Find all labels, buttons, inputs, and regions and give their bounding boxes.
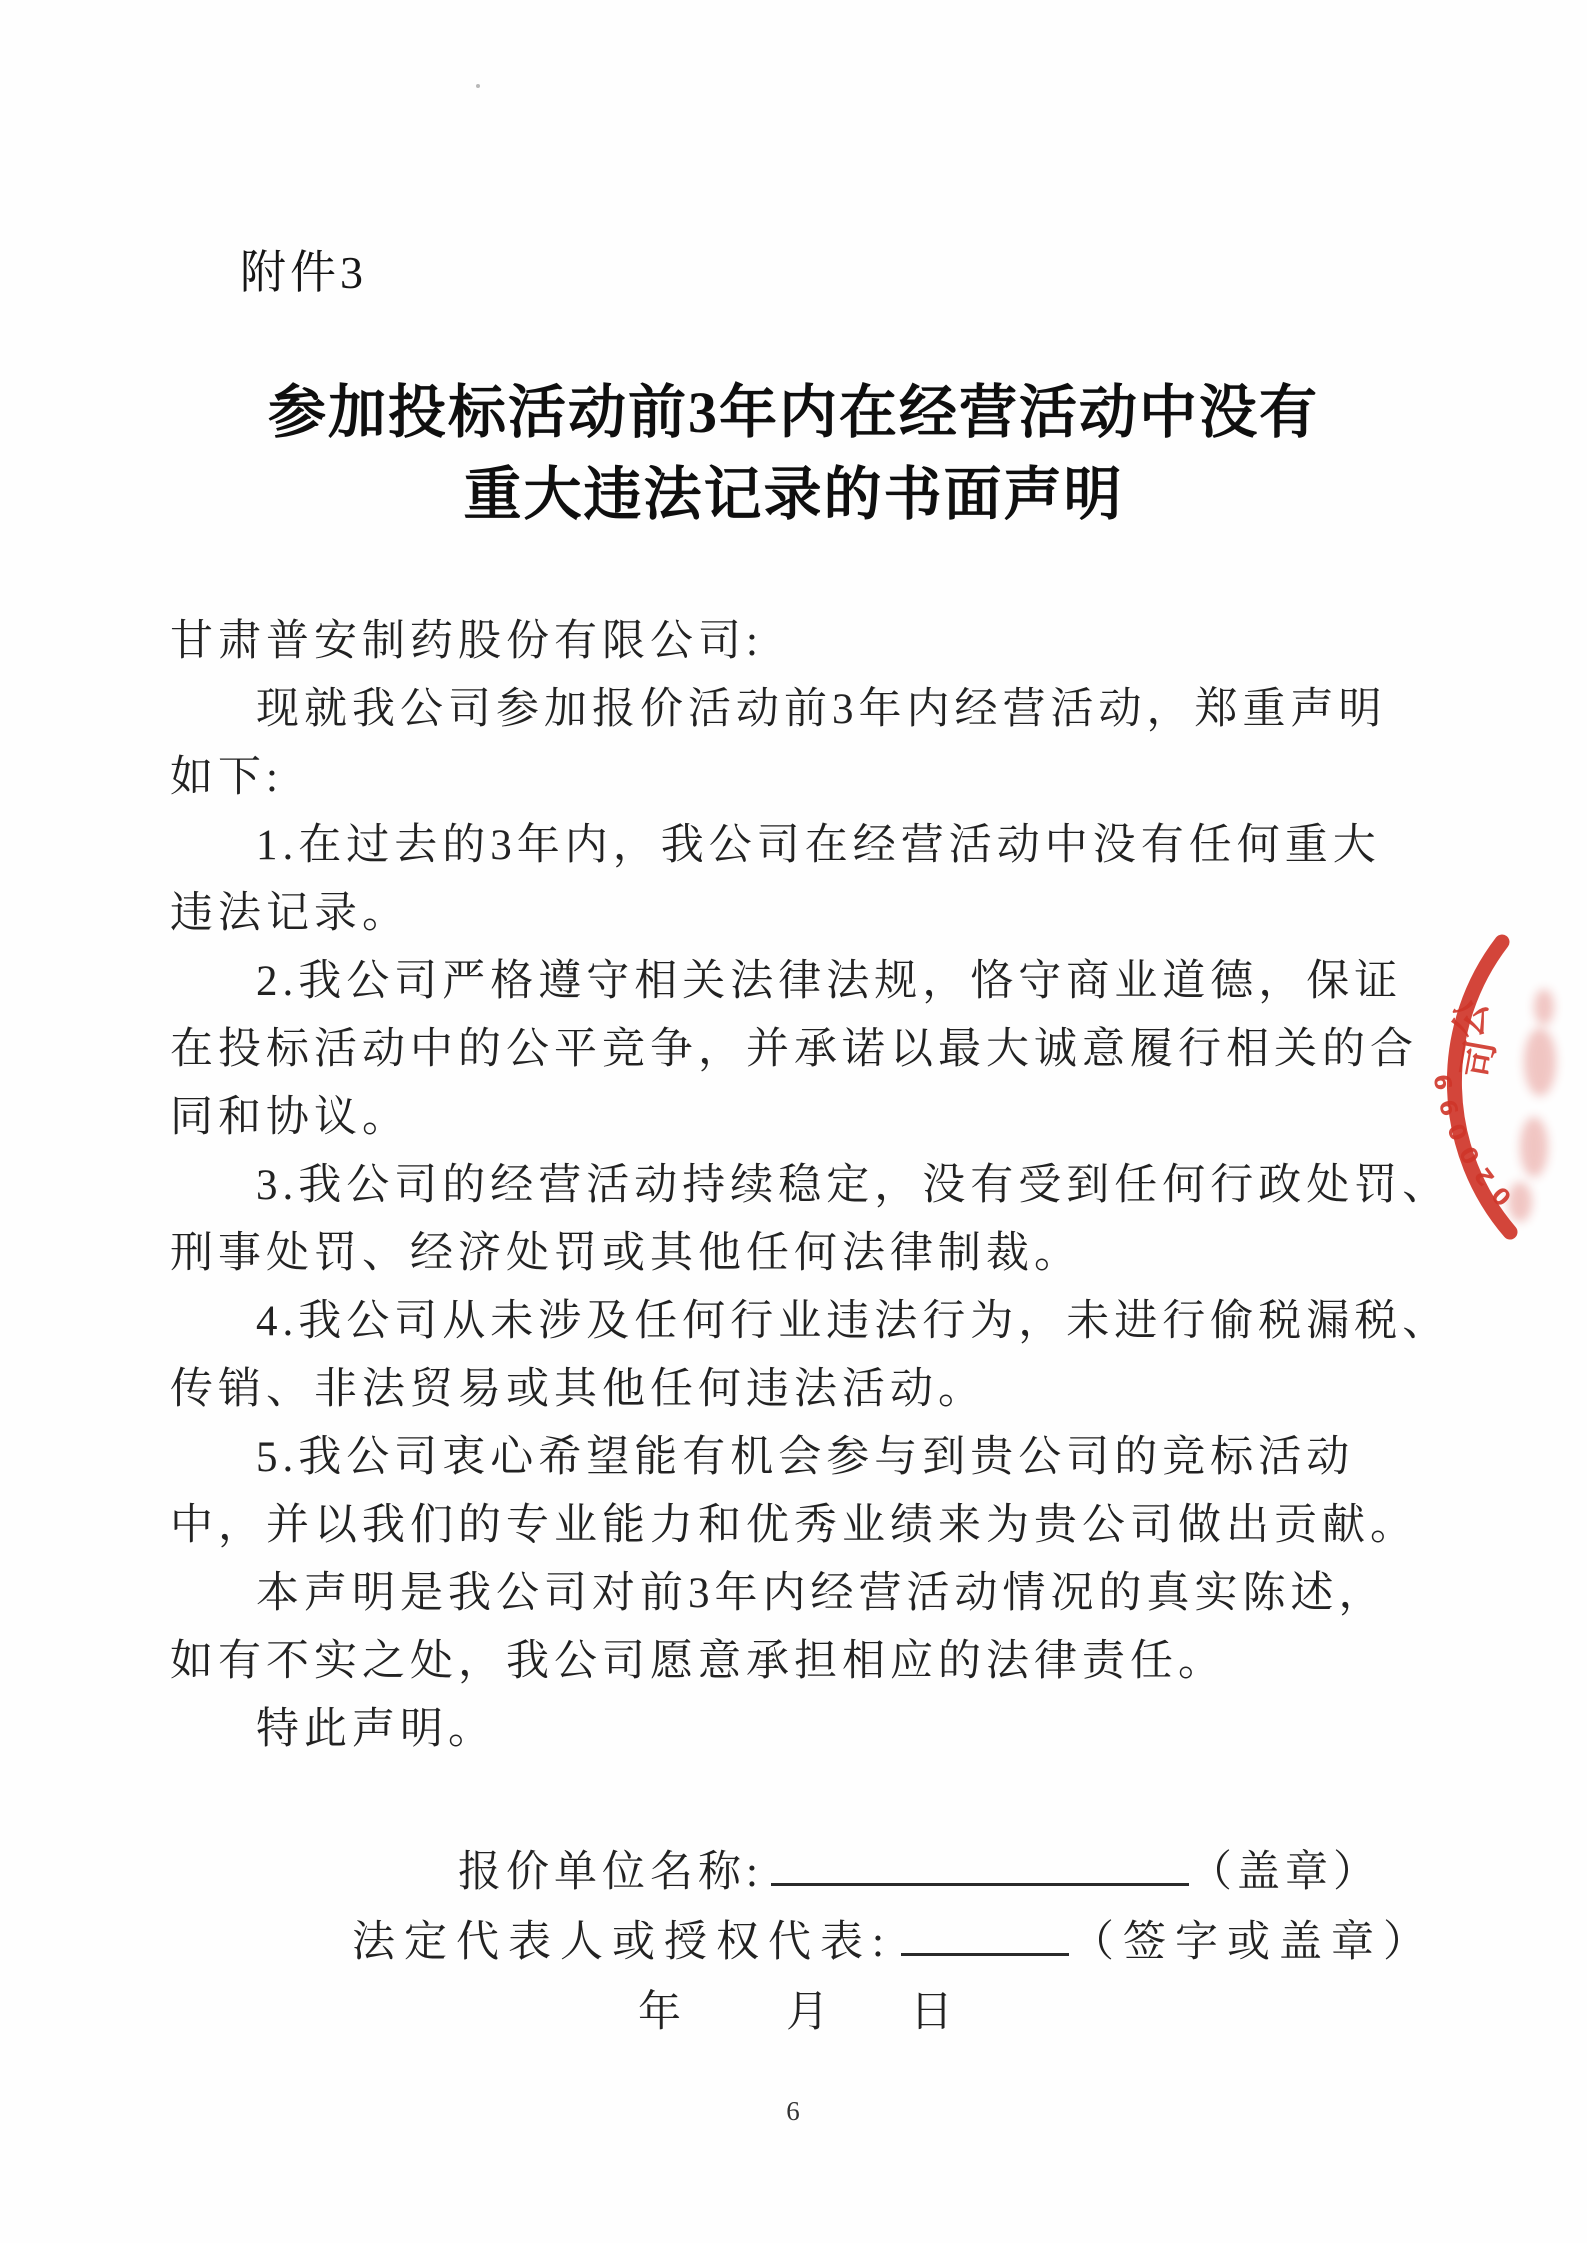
representative-seal-note: （签字或盖章） bbox=[1070, 1919, 1435, 1966]
paragraph-line: 如下: bbox=[170, 754, 283, 801]
paragraph-line: 现就我公司参加报价活动前3年内经营活动，郑重声明 bbox=[256, 686, 1387, 733]
signature-unit-row bbox=[458, 1838, 1381, 1899]
paragraph-line: 2.我公司严格遵守相关法律法规，恪守商业道德，保证 bbox=[256, 958, 1403, 1005]
stamp-digits-text: 020099 bbox=[1429, 1063, 1518, 1211]
stamp-company-char-top: 公 bbox=[1447, 996, 1496, 1042]
paragraph-line: 4.我公司从未涉及任何行业违法行为，未进行偷税漏税、 bbox=[256, 1298, 1451, 1345]
signature-representative-row bbox=[352, 1908, 1435, 1969]
paragraph-line: 同和协议。 bbox=[170, 1094, 410, 1141]
scan-speck bbox=[476, 84, 480, 88]
recipient-line: 甘肃普安制药股份有限公司: bbox=[170, 618, 763, 665]
company-seal-stamp bbox=[1392, 912, 1587, 1248]
unit-seal-note: （盖章） bbox=[1188, 1849, 1381, 1896]
signature-date-row bbox=[638, 1978, 958, 2039]
paragraph-line: 特此声明。 bbox=[256, 1706, 496, 1753]
paragraph-line: 在投标活动中的公平竞争，并承诺以最大诚意履行相关的合 bbox=[170, 1026, 1418, 1073]
document-title bbox=[0, 372, 1587, 536]
title-line-1: 参加投标活动前3年内在经营活动中没有 bbox=[267, 380, 1319, 445]
paragraph-line: 1.在过去的3年内，我公司在经营活动中没有任何重大 bbox=[256, 822, 1381, 869]
paragraph-line: 违法记录。 bbox=[170, 890, 410, 937]
paragraph-line: 如有不实之处，我公司愿意承担相应的法律责任。 bbox=[170, 1638, 1226, 1685]
representative-blank-line bbox=[901, 1913, 1069, 1956]
paragraph-line: 中，并以我们的专业能力和优秀业绩来为贵公司做出贡献。 bbox=[170, 1502, 1418, 1549]
stamp-ink-smudges bbox=[1508, 989, 1556, 1222]
page-number: 6 bbox=[786, 2096, 801, 2126]
unit-name-label: 报价单位名称: bbox=[458, 1849, 763, 1896]
unit-name-blank-line bbox=[771, 1843, 1189, 1886]
date-day-label: 日 bbox=[910, 1989, 958, 2036]
stamp-company-char-bottom: 司 bbox=[1455, 1036, 1504, 1082]
paragraph-line: 传销、非法贸易或其他任何违法活动。 bbox=[170, 1366, 986, 1413]
paragraph-line: 本声明是我公司对前3年内经营活动情况的真实陈述， bbox=[256, 1570, 1387, 1617]
date-year-label: 年 bbox=[638, 1989, 686, 2036]
stamp-smudge bbox=[1534, 989, 1554, 1025]
body-paragraphs bbox=[170, 608, 1451, 1764]
paragraph-line: 刑事处罚、经济处罚或其他任何法律制裁。 bbox=[170, 1230, 1082, 1277]
stamp-smudge bbox=[1524, 1028, 1556, 1096]
date-month-label: 月 bbox=[786, 1989, 834, 2036]
paragraph-line: 5.我公司衷心希望能有机会参与到贵公司的竞标活动 bbox=[256, 1434, 1355, 1481]
attachment-label: 附件3 bbox=[240, 247, 367, 298]
title-line-2: 重大违法记录的书面声明 bbox=[463, 462, 1124, 527]
stamp-smudge bbox=[1520, 1117, 1548, 1177]
paragraph-line: 3.我公司的经营活动持续稳定，没有受到任何行政处罚、 bbox=[256, 1162, 1451, 1209]
representative-label: 法定代表人或授权代表: bbox=[352, 1919, 893, 1966]
